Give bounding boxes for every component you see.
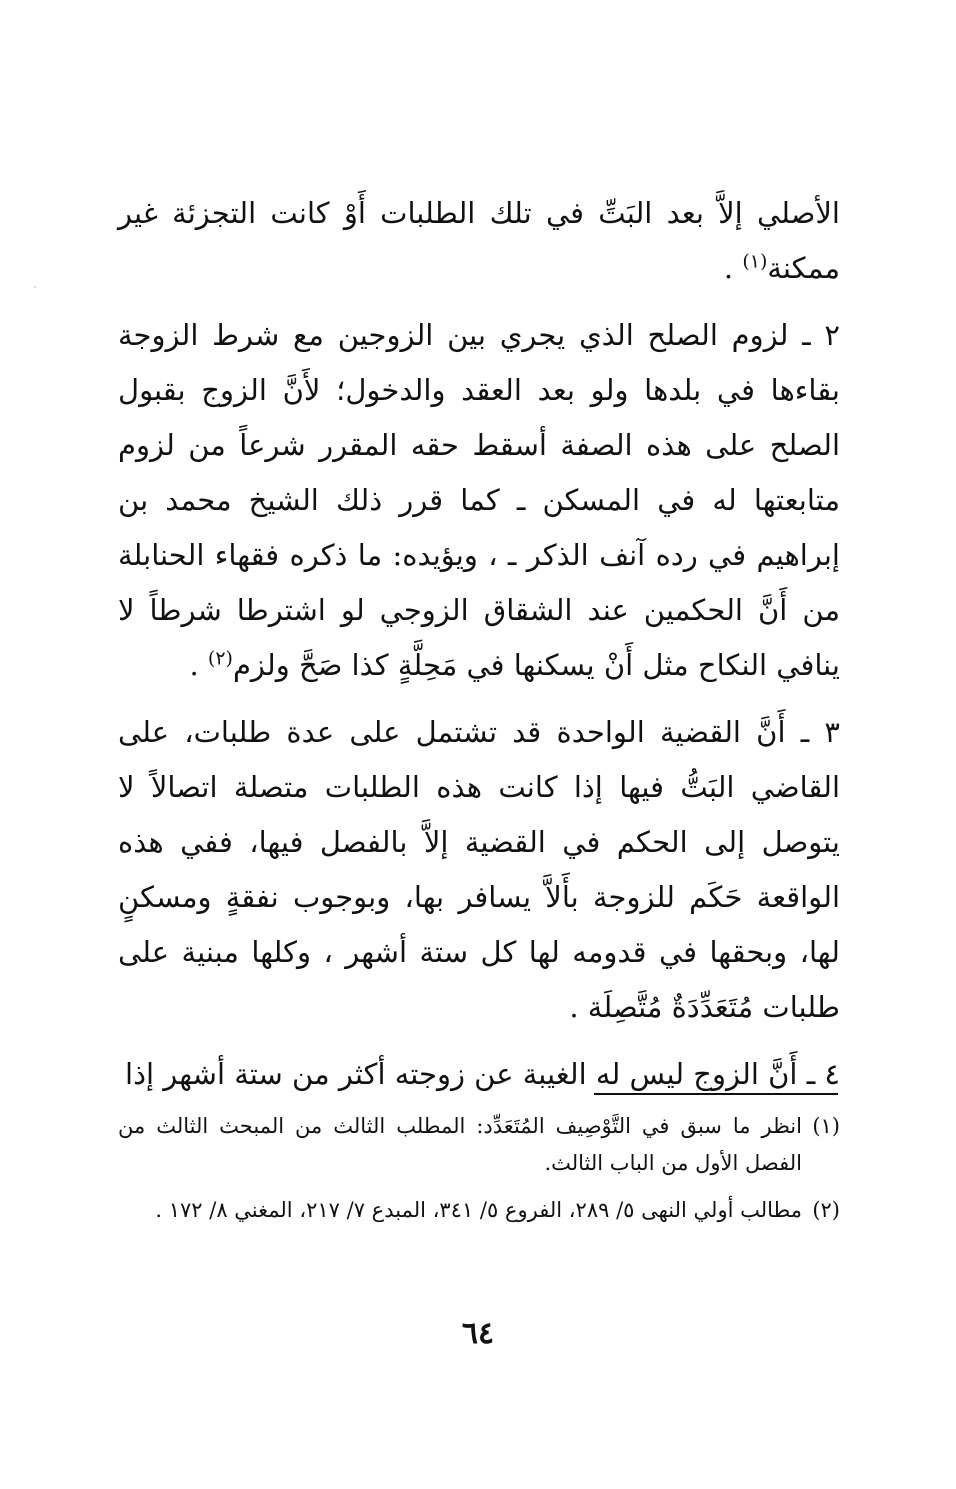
main-text [118, 186, 840, 1102]
page-number: ٦٤ [461, 1316, 495, 1351]
footnotes [118, 1108, 840, 1239]
paragraph-text: الأصلي إلاَّ بعد البَتِّ في تلك الطلبات أَوْ كانت التجزئة غير ممكنة [118, 196, 840, 285]
footnote-number: (٢) [812, 1198, 840, 1222]
footnote-text: انظر ما سبق في التَّوْصِيف المُتَعَدِّد: المطلب الثالث من المبحث الثالث من الفصل الأول من الباب الثالث. [118, 1114, 802, 1175]
footnote-reference: (٢) [207, 647, 233, 670]
paragraph-point-3 [118, 705, 840, 1035]
paragraph-text: ٣ ـ أَنَّ القضية الواحدة قد تشتمل على عدة طلبات، على القاضي البَتُّ فيها إذا كانت هذه الطلبات متصلة اتصالاً لا يتوصل إلى الحكم في القضية إلاَّ بالفصل فيها، ففي هذه الواقعة حَكَم للزوجة بأَلاَّ يسافر بها، وبوجوب نفقةٍ ومسكنٍ لها، وبحقها في قدومه لها كل ستة أشهر ، وكلها مبنية على طلبات مُتَعَدِّدَةٌ مُتَّصِلَة . [118, 715, 840, 1024]
paragraph-continuation [118, 186, 840, 296]
footnote-separator [594, 1093, 838, 1095]
footnote-2 [118, 1192, 840, 1229]
footnote-text: مطالب أولي النهى ٥/ ٢٨٩، الفروع ٥/ ٣٤١، المبدع ٧/ ٢١٧، المغني ٨/ ١٧٢ . [155, 1198, 802, 1222]
paragraph-tail: . [189, 648, 208, 682]
paragraph-text: ٤ ـ أَنَّ الزوج ليس له الغيبة عن زوجته أكثر من ستة أشهر إذا [125, 1057, 840, 1091]
footnote-number: (١) [812, 1114, 840, 1138]
scan-speck [34, 286, 36, 288]
footnote-1 [118, 1108, 840, 1182]
paragraph-text: ٢ ـ لزوم الصلح الذي يجري بين الزوجين مع شرط الزوجة بقاءها في بلدها ولو بعد العقد والدخول؛ لأَنَّ الزوج بقبول الصلح على هذه الصفة أسقط حقه المقرر شرعاً من لزوم متابعتها له في المسكن ـ كما قرر ذلك الشيخ محمد بن إبراهيم في رده آنف الذكر ـ ، ويؤيده: ما ذكره فقهاء الحنابلة من أَنَّ الحكمين عند الشقاق الزوجي لو اشترطا شرطاً لا ينافي النكاح مثل أَنْ يسكنها في مَحِلَّةٍ كذا صَحَّ ولزم [118, 318, 840, 682]
paragraph-tail: . [723, 251, 743, 285]
paragraph-point-2 [118, 308, 840, 693]
footnote-reference: (١) [742, 250, 768, 273]
